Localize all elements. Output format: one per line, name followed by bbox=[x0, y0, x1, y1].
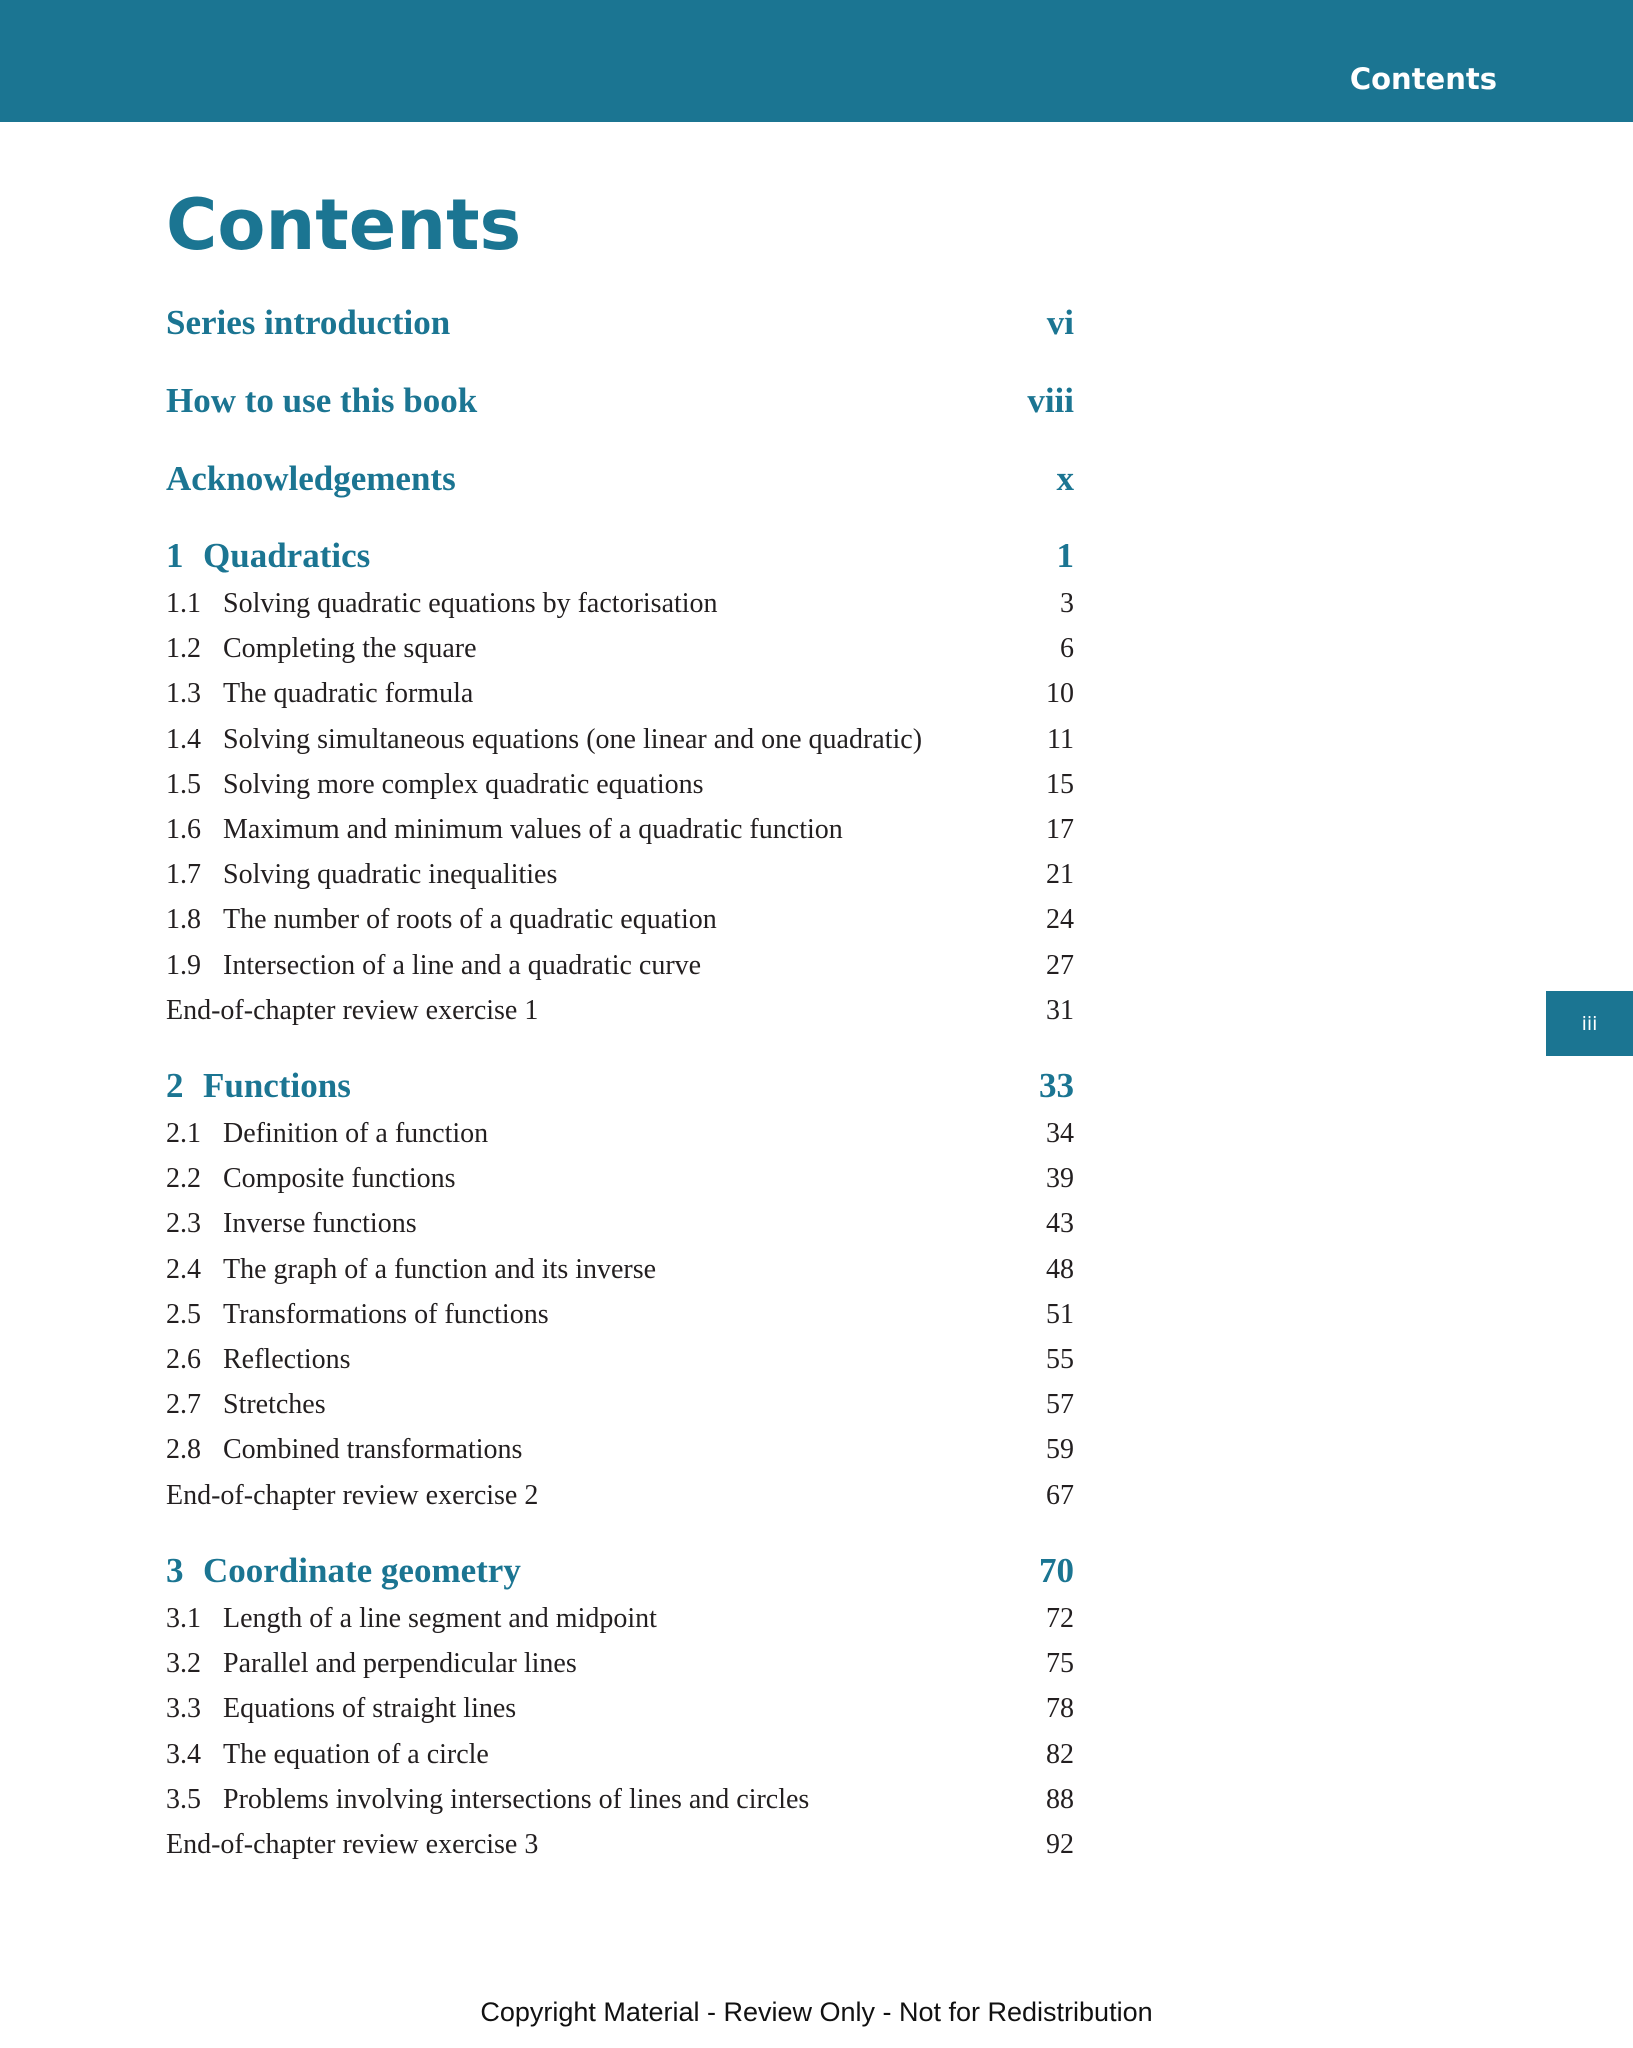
toc-section-entry[interactable] bbox=[166, 1344, 1074, 1376]
entry-page-number: 39 bbox=[1046, 1163, 1074, 1195]
entry-number: 1.5 bbox=[166, 768, 201, 800]
page-title: Contents bbox=[166, 184, 522, 266]
entry-number: 1 bbox=[166, 536, 184, 575]
entry-page-number: 27 bbox=[1046, 949, 1074, 981]
entry-title: Solving simultaneous equations (one linear and one quadratic) bbox=[223, 723, 923, 755]
toc-section-entry[interactable] bbox=[166, 678, 1074, 710]
entry-label bbox=[166, 1551, 521, 1591]
entry-label bbox=[166, 459, 456, 499]
toc-section-entry[interactable] bbox=[166, 588, 1074, 620]
entry-page-number: 78 bbox=[1046, 1693, 1074, 1725]
toc-section-entry[interactable] bbox=[166, 1739, 1074, 1771]
header-bar bbox=[0, 0, 1633, 122]
entry-label bbox=[166, 814, 843, 846]
entry-title: End-of-chapter review exercise 1 bbox=[166, 994, 539, 1026]
toc-section-entry[interactable] bbox=[166, 950, 1074, 982]
entry-title: Definition of a function bbox=[223, 1118, 489, 1149]
entry-label bbox=[166, 1208, 417, 1240]
header-title: Contents bbox=[1349, 62, 1497, 96]
toc-front-matter-entry[interactable] bbox=[166, 459, 1074, 499]
entry-title: Composite functions bbox=[223, 1163, 456, 1195]
toc-review-exercise-entry[interactable] bbox=[166, 1480, 1074, 1512]
entry-label bbox=[166, 950, 701, 982]
toc-chapter-heading[interactable] bbox=[166, 1066, 1074, 1106]
toc-section-entry[interactable] bbox=[166, 1254, 1074, 1286]
entry-page-number: 70 bbox=[1039, 1551, 1074, 1590]
entry-label bbox=[166, 995, 538, 1027]
entry-page-number: 43 bbox=[1046, 1208, 1074, 1240]
entry-number: 3.2 bbox=[166, 1648, 201, 1680]
toc-front-matter-entry[interactable] bbox=[166, 381, 1074, 421]
entry-page-number: 88 bbox=[1046, 1783, 1074, 1815]
toc-review-exercise-entry[interactable] bbox=[166, 995, 1074, 1027]
entry-page-number: 15 bbox=[1046, 768, 1074, 800]
entry-number: 2.3 bbox=[166, 1208, 201, 1240]
toc-section-entry[interactable] bbox=[166, 769, 1074, 801]
entry-page-number: 92 bbox=[1046, 1829, 1074, 1860]
entry-title: The quadratic formula bbox=[223, 678, 474, 710]
entry-label bbox=[166, 769, 704, 801]
entry-title: Parallel and perpendicular lines bbox=[223, 1648, 577, 1680]
entry-label bbox=[166, 381, 477, 421]
entry-title: Functions bbox=[203, 1066, 351, 1105]
entry-number: 1.7 bbox=[166, 859, 201, 891]
entry-page-number: viii bbox=[1027, 381, 1074, 420]
entry-page-number: 3 bbox=[1060, 588, 1074, 619]
entry-label bbox=[166, 1344, 351, 1376]
entry-label bbox=[166, 1648, 577, 1680]
entry-number: 2.1 bbox=[166, 1118, 201, 1149]
entry-page-number: 1 bbox=[1056, 536, 1074, 575]
toc-section-entry[interactable] bbox=[166, 1118, 1074, 1150]
entry-title: The graph of a function and its inverse bbox=[223, 1253, 657, 1285]
entry-label bbox=[166, 859, 557, 891]
toc-section-entry[interactable] bbox=[166, 1784, 1074, 1816]
entry-number: 3.5 bbox=[166, 1783, 201, 1815]
entry-label bbox=[166, 1118, 488, 1150]
entry-page-number: 31 bbox=[1046, 994, 1074, 1026]
entry-title: Length of a line segment and midpoint bbox=[223, 1603, 657, 1634]
toc-section-entry[interactable] bbox=[166, 1603, 1074, 1635]
entry-label bbox=[166, 1784, 809, 1816]
entry-number: 2.4 bbox=[166, 1253, 201, 1285]
entry-label bbox=[166, 1829, 538, 1861]
entry-number: 2.2 bbox=[166, 1163, 201, 1195]
entry-label bbox=[166, 1693, 516, 1725]
entry-number: 1.2 bbox=[166, 633, 201, 665]
toc-section-entry[interactable] bbox=[166, 1648, 1074, 1680]
entry-title: How to use this book bbox=[166, 381, 478, 420]
toc-section-entry[interactable] bbox=[166, 1693, 1074, 1725]
entry-page-number: 34 bbox=[1046, 1118, 1074, 1149]
entry-number: 2 bbox=[166, 1066, 184, 1105]
entry-label bbox=[166, 633, 477, 665]
entry-label bbox=[166, 1434, 522, 1466]
toc-section-entry[interactable] bbox=[166, 814, 1074, 846]
toc-section-entry[interactable] bbox=[166, 1299, 1074, 1331]
entry-page-number: 10 bbox=[1046, 678, 1074, 710]
entry-page-number: 24 bbox=[1046, 904, 1074, 936]
entry-label bbox=[166, 1480, 538, 1512]
entry-page-number: 21 bbox=[1046, 859, 1074, 891]
entry-page-number: 59 bbox=[1046, 1434, 1074, 1466]
entry-title: Coordinate geometry bbox=[203, 1551, 521, 1590]
entry-page-number: 51 bbox=[1046, 1298, 1074, 1330]
toc-front-matter-entry[interactable] bbox=[166, 303, 1074, 343]
toc-section-entry[interactable] bbox=[166, 724, 1074, 756]
entry-title: Solving quadratic equations by factorisation bbox=[223, 588, 718, 619]
entry-page-number: 17 bbox=[1046, 814, 1074, 845]
entry-label bbox=[166, 1254, 656, 1286]
entry-title: End-of-chapter review exercise 3 bbox=[166, 1829, 539, 1860]
entry-page-number: 75 bbox=[1046, 1648, 1074, 1680]
entry-number: 2.7 bbox=[166, 1389, 201, 1421]
toc-section-entry[interactable] bbox=[166, 904, 1074, 936]
entry-title: The equation of a circle bbox=[223, 1738, 489, 1770]
page-number-tab: iii bbox=[1546, 991, 1633, 1056]
entry-label bbox=[166, 1066, 351, 1106]
entry-title: Stretches bbox=[223, 1389, 326, 1421]
toc-chapter-heading[interactable] bbox=[166, 536, 1074, 576]
entry-label bbox=[166, 904, 717, 936]
toc-review-exercise-entry[interactable] bbox=[166, 1829, 1074, 1861]
entry-title: Equations of straight lines bbox=[223, 1693, 517, 1725]
entry-title: Quadratics bbox=[203, 536, 371, 575]
toc-section-entry[interactable] bbox=[166, 1434, 1074, 1466]
entry-page-number: x bbox=[1056, 459, 1074, 498]
toc-section-entry[interactable] bbox=[166, 1163, 1074, 1195]
entry-page-number: 67 bbox=[1046, 1479, 1074, 1511]
entry-number: 2.8 bbox=[166, 1434, 201, 1466]
entry-page-number: 6 bbox=[1060, 633, 1074, 665]
entry-page-number: 82 bbox=[1046, 1738, 1074, 1770]
entry-number: 3 bbox=[166, 1551, 184, 1590]
entry-number: 1.9 bbox=[166, 949, 201, 981]
entry-title: Solving more complex quadratic equations bbox=[223, 768, 704, 800]
entry-number: 1.3 bbox=[166, 678, 201, 710]
entry-number: 3.1 bbox=[166, 1603, 201, 1634]
entry-label bbox=[166, 1299, 549, 1331]
entry-title: The number of roots of a quadratic equation bbox=[223, 904, 717, 936]
toc-section-entry[interactable] bbox=[166, 1389, 1074, 1421]
copyright-footer: Copyright Material - Review Only - Not for Redistribution bbox=[480, 1997, 1153, 2027]
entry-label bbox=[166, 536, 370, 576]
entry-label bbox=[166, 588, 718, 620]
entry-number: 2.5 bbox=[166, 1298, 201, 1330]
entry-title: Solving quadratic inequalities bbox=[223, 859, 558, 891]
entry-label bbox=[166, 1163, 456, 1195]
entry-title: Reflections bbox=[223, 1344, 351, 1375]
entry-page-number: vi bbox=[1046, 303, 1074, 342]
entry-title: Acknowledgements bbox=[166, 459, 456, 498]
entry-page-number: 11 bbox=[1047, 723, 1074, 755]
entry-page-number: 33 bbox=[1039, 1066, 1074, 1105]
entry-number: 2.6 bbox=[166, 1344, 201, 1375]
entry-title: Combined transformations bbox=[223, 1434, 523, 1466]
entry-page-number: 55 bbox=[1046, 1344, 1074, 1375]
entry-label bbox=[166, 1389, 326, 1421]
entry-title: Transformations of functions bbox=[223, 1298, 549, 1330]
entry-title: Problems involving intersections of lines and circles bbox=[223, 1783, 810, 1815]
entry-number: 1.1 bbox=[166, 588, 201, 619]
entry-number: 3.3 bbox=[166, 1693, 201, 1725]
entry-title: Completing the square bbox=[223, 633, 477, 665]
entry-label bbox=[166, 678, 473, 710]
entry-title: End-of-chapter review exercise 2 bbox=[166, 1479, 539, 1511]
entry-page-number: 72 bbox=[1046, 1603, 1074, 1634]
entry-title: Inverse functions bbox=[223, 1208, 417, 1240]
entry-number: 1.8 bbox=[166, 904, 201, 936]
entry-number: 1.6 bbox=[166, 814, 201, 845]
toc-section-entry[interactable] bbox=[166, 859, 1074, 891]
entry-number: 3.4 bbox=[166, 1738, 201, 1770]
entry-label bbox=[166, 303, 450, 343]
entry-label bbox=[166, 724, 922, 756]
entry-number: 1.4 bbox=[166, 723, 201, 755]
entry-title: Series introduction bbox=[166, 303, 451, 342]
entry-title: Maximum and minimum values of a quadratic function bbox=[223, 814, 843, 845]
entry-title: Intersection of a line and a quadratic curve bbox=[223, 949, 702, 981]
toc-chapter-heading[interactable] bbox=[166, 1551, 1074, 1591]
toc-section-entry[interactable] bbox=[166, 1208, 1074, 1240]
entry-page-number: 57 bbox=[1046, 1389, 1074, 1421]
entry-label bbox=[166, 1739, 489, 1771]
entry-page-number: 48 bbox=[1046, 1253, 1074, 1285]
entry-label bbox=[166, 1603, 657, 1635]
toc-section-entry[interactable] bbox=[166, 633, 1074, 665]
